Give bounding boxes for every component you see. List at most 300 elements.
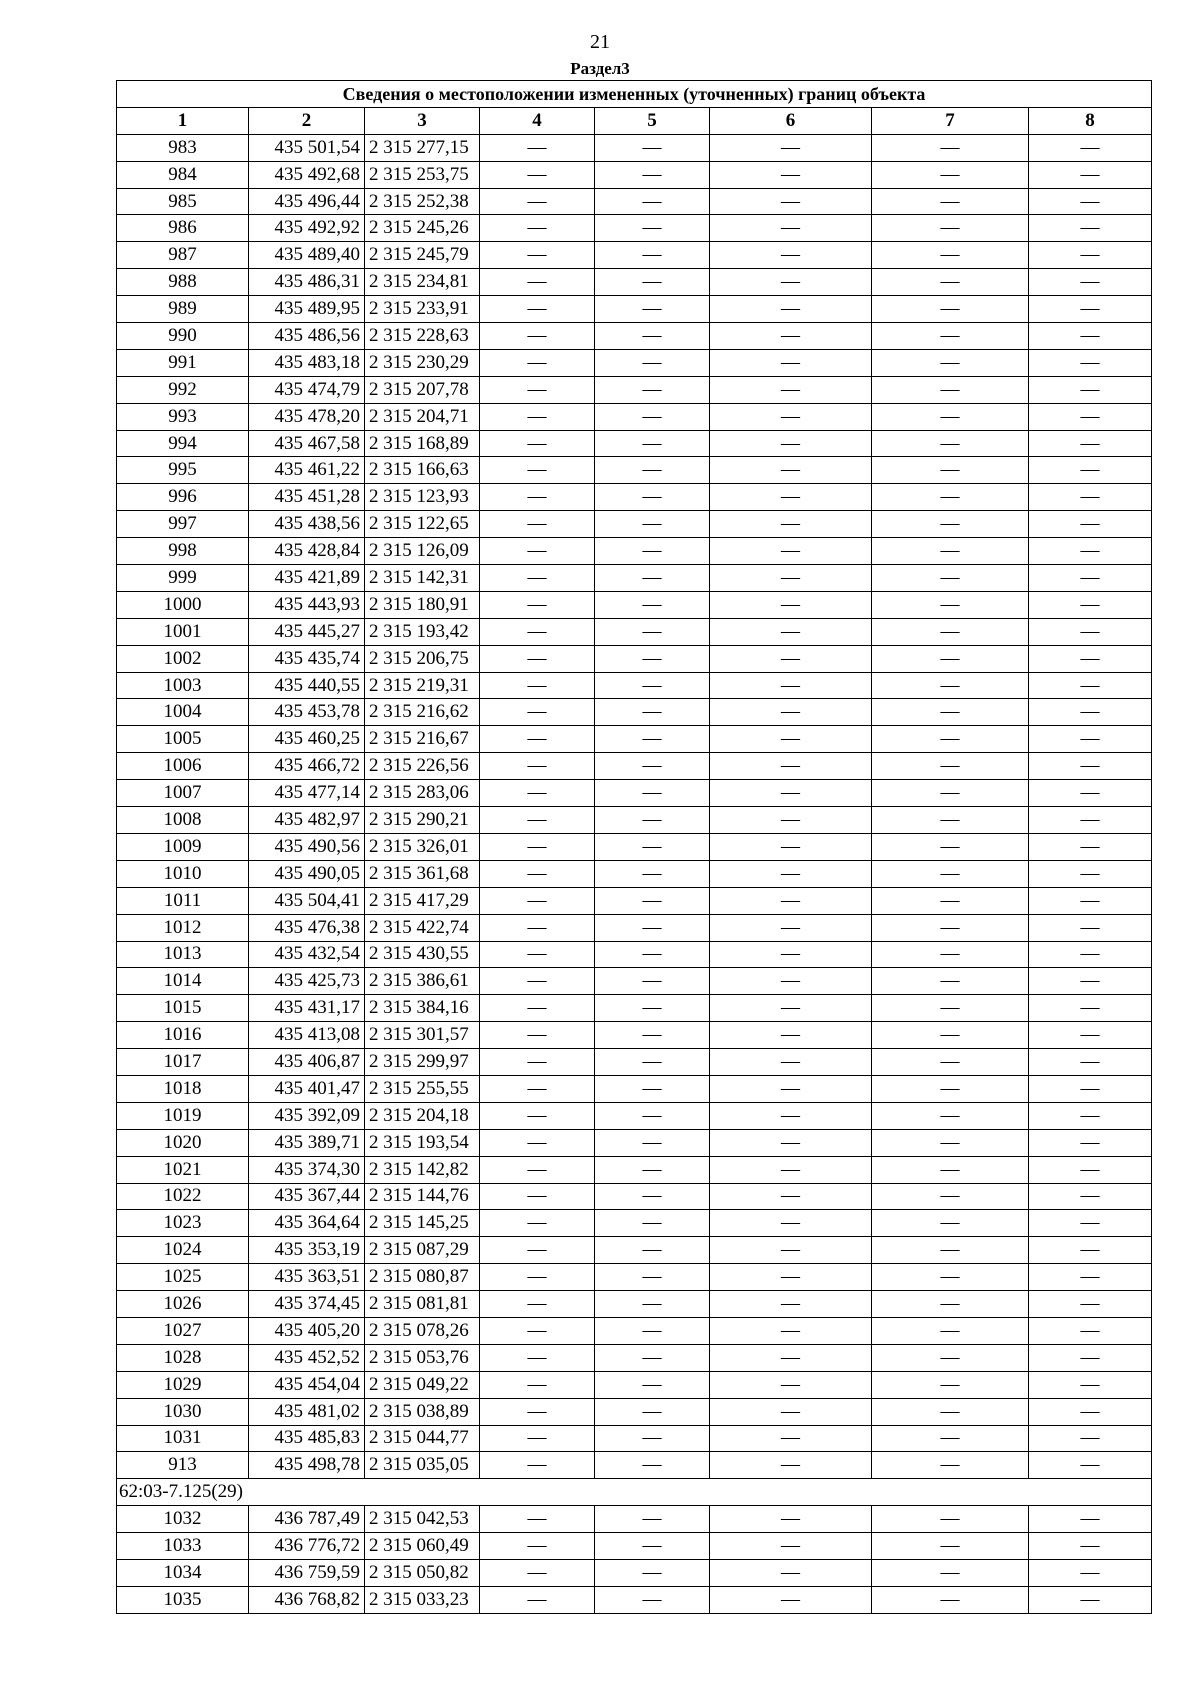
table-cell-col-1: 1025: [117, 1264, 249, 1291]
table-cell-col-2: 435 363,51: [249, 1264, 365, 1291]
table-cell-col-8: —: [1029, 995, 1152, 1022]
table-cell-col-2: 435 485,83: [249, 1425, 365, 1452]
table-cell-col-6: —: [710, 565, 872, 592]
table-cell-col-8: —: [1029, 1559, 1152, 1586]
table-cell-col-4: —: [480, 511, 595, 538]
table-cell-col-3: 2 315 204,71: [365, 403, 480, 430]
table-cell-col-5: —: [595, 1075, 710, 1102]
table-cell-col-6: —: [710, 242, 872, 269]
table-cell-col-3: 2 315 193,42: [365, 618, 480, 645]
table-cell-col-5: —: [595, 296, 710, 323]
table-cell-col-3: 2 315 087,29: [365, 1237, 480, 1264]
table-cell-col-2: 435 492,92: [249, 215, 365, 242]
table-cell-col-8: —: [1029, 968, 1152, 995]
table-row: [117, 511, 1152, 538]
table-row: [117, 1075, 1152, 1102]
table-cell-col-3: 2 315 219,31: [365, 672, 480, 699]
table-cell-col-7: —: [872, 376, 1029, 403]
table-cell-col-8: —: [1029, 188, 1152, 215]
table-cell-col-2: 435 478,20: [249, 403, 365, 430]
table-cell-col-1: 994: [117, 430, 249, 457]
table-row: [117, 807, 1152, 834]
table-cell-col-5: —: [595, 511, 710, 538]
table-cell-col-2: 435 466,72: [249, 753, 365, 780]
table-cell-col-5: —: [595, 269, 710, 296]
table-cell-col-6: —: [710, 269, 872, 296]
table-cell-col-6: —: [710, 1210, 872, 1237]
table-cell-col-1: 1027: [117, 1317, 249, 1344]
table-cell-col-3: 2 315 193,54: [365, 1129, 480, 1156]
table-title: Сведения о местоположении измененных (уточненных) границ объекта: [117, 81, 1152, 108]
table-cell-col-8: —: [1029, 1425, 1152, 1452]
table-cell-col-8: —: [1029, 1506, 1152, 1533]
table-cell-col-2: 435 432,54: [249, 941, 365, 968]
table-cell-col-7: —: [872, 1237, 1029, 1264]
table-cell-col-2: 435 482,97: [249, 807, 365, 834]
table-row: [117, 1398, 1152, 1425]
table-cell-col-8: —: [1029, 1049, 1152, 1076]
table-cell-col-5: —: [595, 484, 710, 511]
table-row: [117, 591, 1152, 618]
table-cell-col-4: —: [480, 860, 595, 887]
table-cell-col-2: 435 431,17: [249, 995, 365, 1022]
table-cell-col-3: 2 315 044,77: [365, 1425, 480, 1452]
table-row: [117, 618, 1152, 645]
table-cell-col-3: 2 315 050,82: [365, 1559, 480, 1586]
table-cell-col-7: —: [872, 242, 1029, 269]
table-cell-col-7: —: [872, 941, 1029, 968]
table-cell-col-5: —: [595, 349, 710, 376]
table-cell-col-6: —: [710, 1237, 872, 1264]
table-cell-col-8: —: [1029, 1183, 1152, 1210]
table-cell-col-4: —: [480, 1291, 595, 1318]
table-cell-col-3: 2 315 228,63: [365, 323, 480, 350]
table-cell-col-7: —: [872, 1075, 1029, 1102]
table-cell-col-8: —: [1029, 1317, 1152, 1344]
table-cell-col-4: —: [480, 538, 595, 565]
table-cell-col-3: 2 315 180,91: [365, 591, 480, 618]
table-cell-col-8: —: [1029, 914, 1152, 941]
table-cell-col-1: 1026: [117, 1291, 249, 1318]
table-cell-col-5: —: [595, 1183, 710, 1210]
table-cell-col-3: 2 315 080,87: [365, 1264, 480, 1291]
table-cell-col-8: —: [1029, 269, 1152, 296]
table-cell-col-2: 435 435,74: [249, 645, 365, 672]
table-cell-col-4: —: [480, 296, 595, 323]
table-cell-col-5: —: [595, 1344, 710, 1371]
table-cell-col-4: —: [480, 887, 595, 914]
table-cell-col-7: —: [872, 1264, 1029, 1291]
table-cell-col-1: 1001: [117, 618, 249, 645]
table-cell-col-2: 435 452,52: [249, 1344, 365, 1371]
table-cell-col-7: —: [872, 726, 1029, 753]
table-cell-col-6: —: [710, 1398, 872, 1425]
table-row: [117, 269, 1152, 296]
table-row: [117, 1022, 1152, 1049]
table-cell-col-3: 2 315 126,09: [365, 538, 480, 565]
table-row: [117, 1425, 1152, 1452]
table-cell-col-1: 989: [117, 296, 249, 323]
table-row: [117, 430, 1152, 457]
table-cell-col-1: 1019: [117, 1102, 249, 1129]
table-cell-col-2: 435 353,19: [249, 1237, 365, 1264]
table-cell-col-5: —: [595, 1317, 710, 1344]
table-cell-col-6: —: [710, 726, 872, 753]
table-cell-col-8: —: [1029, 753, 1152, 780]
table-cell-col-4: —: [480, 833, 595, 860]
table-cell-col-8: —: [1029, 1586, 1152, 1613]
table-cell-col-4: —: [480, 995, 595, 1022]
table-cell-col-1: 995: [117, 457, 249, 484]
table-cell-col-6: —: [710, 591, 872, 618]
table-cell-col-3: 2 315 122,65: [365, 511, 480, 538]
table-row: [117, 672, 1152, 699]
table-cell-col-5: —: [595, 672, 710, 699]
table-cell-col-7: —: [872, 645, 1029, 672]
table-cell-col-1: 1033: [117, 1533, 249, 1560]
table-cell-col-4: —: [480, 618, 595, 645]
table-row: [117, 1129, 1152, 1156]
table-cell-col-8: —: [1029, 780, 1152, 807]
column-header-row: [117, 107, 1152, 134]
table-row: [117, 538, 1152, 565]
table-cell-col-7: —: [872, 457, 1029, 484]
table-cell-col-1: 1034: [117, 1559, 249, 1586]
table-cell-col-7: —: [872, 296, 1029, 323]
table-cell-col-1: 985: [117, 188, 249, 215]
table-cell-col-3: 2 315 145,25: [365, 1210, 480, 1237]
table-row: [117, 860, 1152, 887]
table-cell-col-3: 2 315 142,31: [365, 565, 480, 592]
table-cell-col-7: —: [872, 1156, 1029, 1183]
table-cell-col-3: 2 315 255,55: [365, 1075, 480, 1102]
table-cell-col-2: 435 501,54: [249, 134, 365, 161]
table-cell-col-6: —: [710, 376, 872, 403]
column-header-7: 7: [872, 107, 1029, 134]
table-cell-col-2: 435 474,79: [249, 376, 365, 403]
table-cell-col-8: —: [1029, 349, 1152, 376]
table-cell-col-2: 435 421,89: [249, 565, 365, 592]
boundary-coordinates-table: [116, 80, 1152, 1614]
table-cell-col-8: —: [1029, 1237, 1152, 1264]
table-cell-col-1: 1009: [117, 833, 249, 860]
table-cell-col-2: 435 367,44: [249, 1183, 365, 1210]
table-cell-col-4: —: [480, 1317, 595, 1344]
table-row: [117, 161, 1152, 188]
table-row: [117, 645, 1152, 672]
section-label: Раздел3: [570, 59, 630, 78]
table-cell-col-8: —: [1029, 1264, 1152, 1291]
table-cell-col-3: 2 315 384,16: [365, 995, 480, 1022]
table-cell-col-2: 435 425,73: [249, 968, 365, 995]
table-cell-col-6: —: [710, 1129, 872, 1156]
table-cell-col-1: 1032: [117, 1506, 249, 1533]
table-cell-col-1: 1021: [117, 1156, 249, 1183]
table-cell-col-8: —: [1029, 1344, 1152, 1371]
table-cell-col-4: —: [480, 376, 595, 403]
table-cell-col-7: —: [872, 753, 1029, 780]
table-cell-col-8: —: [1029, 672, 1152, 699]
table-cell-col-4: —: [480, 699, 595, 726]
table-row: [117, 188, 1152, 215]
table-cell-col-4: —: [480, 1183, 595, 1210]
table-cell-col-5: —: [595, 941, 710, 968]
table-cell-col-8: —: [1029, 538, 1152, 565]
table-cell-col-2: 435 476,38: [249, 914, 365, 941]
table-cell-col-8: —: [1029, 376, 1152, 403]
table-cell-col-4: —: [480, 1237, 595, 1264]
table-cell-col-1: 1000: [117, 591, 249, 618]
table-cell-col-5: —: [595, 323, 710, 350]
table-cell-col-2: 435 490,05: [249, 860, 365, 887]
table-cell-col-8: —: [1029, 1291, 1152, 1318]
table-cell-col-6: —: [710, 1183, 872, 1210]
table-row: [117, 376, 1152, 403]
table-cell-col-2: 435 490,56: [249, 833, 365, 860]
table-cell-col-3: 2 315 226,56: [365, 753, 480, 780]
table-body: [117, 134, 1152, 1613]
table-row: [117, 242, 1152, 269]
table-cell-col-3: 2 315 204,18: [365, 1102, 480, 1129]
table-cell-col-7: —: [872, 188, 1029, 215]
table-row: [117, 1156, 1152, 1183]
table-cell-col-2: 435 440,55: [249, 672, 365, 699]
table-cell-col-1: 1005: [117, 726, 249, 753]
table-cell-col-5: —: [595, 1452, 710, 1479]
table-cell-col-7: —: [872, 403, 1029, 430]
table-cell-col-3: 2 315 277,15: [365, 134, 480, 161]
table-cell-col-1: 1020: [117, 1129, 249, 1156]
table-cell-col-6: —: [710, 1291, 872, 1318]
table-cell-col-2: 435 486,31: [249, 269, 365, 296]
table-cell-col-1: 1029: [117, 1371, 249, 1398]
table-cell-col-8: —: [1029, 242, 1152, 269]
table-cell-col-8: —: [1029, 1371, 1152, 1398]
table-cell-col-3: 2 315 081,81: [365, 1291, 480, 1318]
table-cell-col-4: —: [480, 672, 595, 699]
table-row: [117, 457, 1152, 484]
table-cell-col-2: 435 443,93: [249, 591, 365, 618]
table-cell-col-3: 2 315 049,22: [365, 1371, 480, 1398]
table-cell-col-4: —: [480, 753, 595, 780]
column-header-4: 4: [480, 107, 595, 134]
table-cell-col-3: 2 315 033,23: [365, 1586, 480, 1613]
table-cell-col-6: —: [710, 995, 872, 1022]
table-cell-col-1: 1012: [117, 914, 249, 941]
page-number: 21: [590, 31, 610, 53]
table-cell-col-5: —: [595, 403, 710, 430]
table-cell-col-4: —: [480, 780, 595, 807]
table-cell-col-3: 2 315 166,63: [365, 457, 480, 484]
table-cell-col-2: 435 401,47: [249, 1075, 365, 1102]
table-cell-col-7: —: [872, 618, 1029, 645]
table-cell-col-5: —: [595, 538, 710, 565]
table-cell-col-5: —: [595, 1102, 710, 1129]
table-cell-col-4: —: [480, 1156, 595, 1183]
table-cell-col-1: 992: [117, 376, 249, 403]
table-cell-col-4: —: [480, 430, 595, 457]
table-cell-col-1: 1022: [117, 1183, 249, 1210]
table-cell-col-7: —: [872, 1425, 1029, 1452]
table-cell-col-6: —: [710, 1371, 872, 1398]
table-cell-col-4: —: [480, 134, 595, 161]
table-cell-col-1: 1007: [117, 780, 249, 807]
table-cell-col-4: —: [480, 807, 595, 834]
table-cell-col-7: —: [872, 780, 1029, 807]
table-cell-col-7: —: [872, 968, 1029, 995]
table-row: [117, 1586, 1152, 1613]
table-cell-col-5: —: [595, 591, 710, 618]
table-cell-col-2: 435 405,20: [249, 1317, 365, 1344]
table-cell-col-3: 2 315 252,38: [365, 188, 480, 215]
table-cell-col-8: —: [1029, 1102, 1152, 1129]
table-cell-col-5: —: [595, 780, 710, 807]
table-row: [117, 1506, 1152, 1533]
table-cell-col-5: —: [595, 645, 710, 672]
table-cell-col-6: —: [710, 538, 872, 565]
table-row: [117, 1183, 1152, 1210]
table-cell-col-1: 1006: [117, 753, 249, 780]
table-cell-col-8: —: [1029, 296, 1152, 323]
table-cell-col-7: —: [872, 914, 1029, 941]
table-cell-col-7: —: [872, 995, 1029, 1022]
table-cell-col-6: —: [710, 699, 872, 726]
table-cell-col-8: —: [1029, 618, 1152, 645]
table-cell-col-6: —: [710, 1425, 872, 1452]
table-cell-col-6: —: [710, 323, 872, 350]
table-cell-col-5: —: [595, 1210, 710, 1237]
table-cell-col-3: 2 315 078,26: [365, 1317, 480, 1344]
table-row: [117, 1049, 1152, 1076]
table-cell-col-5: —: [595, 1425, 710, 1452]
table-cell-col-5: —: [595, 860, 710, 887]
table-cell-col-5: —: [595, 1129, 710, 1156]
table-cell-col-6: —: [710, 833, 872, 860]
table-row: [117, 215, 1152, 242]
table-cell-col-8: —: [1029, 860, 1152, 887]
column-header-2: 2: [249, 107, 365, 134]
table-cell-col-8: —: [1029, 161, 1152, 188]
table-row: [117, 1371, 1152, 1398]
table-cell-col-4: —: [480, 968, 595, 995]
table-cell-col-3: 2 315 142,82: [365, 1156, 480, 1183]
table-cell-col-1: 997: [117, 511, 249, 538]
table-cell-col-6: —: [710, 1344, 872, 1371]
table-cell-col-1: 999: [117, 565, 249, 592]
table-cell-col-4: —: [480, 1533, 595, 1560]
table-cell-col-1: 993: [117, 403, 249, 430]
table-cell-col-1: 1011: [117, 887, 249, 914]
table-cell-col-5: —: [595, 1533, 710, 1560]
table-cell-col-1: 1030: [117, 1398, 249, 1425]
table-cell-col-4: —: [480, 188, 595, 215]
table-cell-col-1: 991: [117, 349, 249, 376]
table-cell-col-3: 2 315 245,79: [365, 242, 480, 269]
table-cell-col-7: —: [872, 1210, 1029, 1237]
table-cell-col-7: —: [872, 511, 1029, 538]
table-cell-col-4: —: [480, 1210, 595, 1237]
table-row: [117, 1559, 1152, 1586]
table-cell-col-2: 435 453,78: [249, 699, 365, 726]
table-cell-col-5: —: [595, 457, 710, 484]
table-cell-col-8: —: [1029, 511, 1152, 538]
table-cell-col-2: 435 477,14: [249, 780, 365, 807]
table-cell-col-3: 2 315 060,49: [365, 1533, 480, 1560]
table-cell-col-5: —: [595, 242, 710, 269]
table-row: [117, 1317, 1152, 1344]
table-cell-col-4: —: [480, 645, 595, 672]
table-cell-col-4: —: [480, 1049, 595, 1076]
table-cell-col-8: —: [1029, 403, 1152, 430]
table-cell-col-7: —: [872, 672, 1029, 699]
table-cell-col-6: —: [710, 484, 872, 511]
table-cell-col-2: 435 483,18: [249, 349, 365, 376]
table-cell-col-2: 435 492,68: [249, 161, 365, 188]
table-cell-col-7: —: [872, 1102, 1029, 1129]
table-cell-col-4: —: [480, 1344, 595, 1371]
table-cell-col-1: 1017: [117, 1049, 249, 1076]
table-cell-col-6: —: [710, 1317, 872, 1344]
table-row: [117, 1533, 1152, 1560]
table-cell-col-4: —: [480, 1425, 595, 1452]
table-cell-col-7: —: [872, 134, 1029, 161]
table-cell-col-3: 2 315 233,91: [365, 296, 480, 323]
table-cell-col-5: —: [595, 1022, 710, 1049]
table-cell-col-3: 2 315 230,29: [365, 349, 480, 376]
table-cell-col-4: —: [480, 1022, 595, 1049]
table-cell-col-1: 1002: [117, 645, 249, 672]
group-header-row: [117, 1479, 1152, 1506]
table-cell-col-2: 435 392,09: [249, 1102, 365, 1129]
table-cell-col-7: —: [872, 807, 1029, 834]
table-cell-col-5: —: [595, 887, 710, 914]
table-cell-col-5: —: [595, 1264, 710, 1291]
table-cell-col-5: —: [595, 914, 710, 941]
table-cell-col-3: 2 315 290,21: [365, 807, 480, 834]
table-cell-col-6: —: [710, 645, 872, 672]
table-cell-col-3: 2 315 123,93: [365, 484, 480, 511]
table-cell-col-1: 984: [117, 161, 249, 188]
table-cell-col-7: —: [872, 1022, 1029, 1049]
table-cell-col-4: —: [480, 269, 595, 296]
table-cell-col-3: 2 315 144,76: [365, 1183, 480, 1210]
table-cell-col-3: 2 315 301,57: [365, 1022, 480, 1049]
table-cell-col-7: —: [872, 565, 1029, 592]
table-cell-col-8: —: [1029, 134, 1152, 161]
table-cell-col-6: —: [710, 860, 872, 887]
table-cell-col-7: —: [872, 1344, 1029, 1371]
column-header-8: 8: [1029, 107, 1152, 134]
table-cell-col-6: —: [710, 134, 872, 161]
table-cell-col-7: —: [872, 1398, 1029, 1425]
table-cell-col-6: —: [710, 887, 872, 914]
table-cell-col-8: —: [1029, 484, 1152, 511]
table-cell-col-1: 983: [117, 134, 249, 161]
table-cell-col-6: —: [710, 511, 872, 538]
table-cell-col-7: —: [872, 269, 1029, 296]
table-cell-col-1: 1035: [117, 1586, 249, 1613]
table-cell-col-1: 1003: [117, 672, 249, 699]
table-cell-col-2: 435 489,40: [249, 242, 365, 269]
table-cell-col-4: —: [480, 1452, 595, 1479]
table-cell-col-3: 2 315 430,55: [365, 941, 480, 968]
group-label: 62:03-7.125(29): [117, 1479, 1152, 1506]
table-cell-col-5: —: [595, 753, 710, 780]
table-cell-col-4: —: [480, 403, 595, 430]
table-row: [117, 1237, 1152, 1264]
table-cell-col-4: —: [480, 1586, 595, 1613]
table-cell-col-8: —: [1029, 215, 1152, 242]
